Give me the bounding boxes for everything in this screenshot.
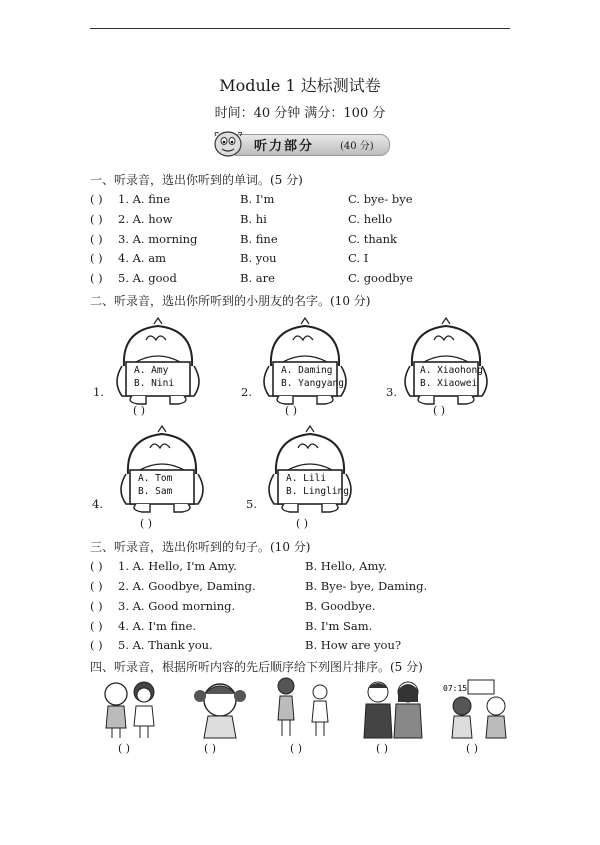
s1-q1-option-b: B. I'm — [240, 192, 275, 206]
kid2-answer-paren[interactable]: ( ) — [285, 404, 298, 417]
s1-q4-option-a: 4. A. am — [118, 251, 167, 265]
kid5-option-a: A. Lili — [286, 473, 327, 484]
s1-q2-option-c: C. hello — [348, 212, 393, 226]
s3-q2-option-b: B. Bye- bye, Daming. — [305, 579, 428, 593]
s3-q1-option-b: B. Hello, Amy. — [305, 559, 388, 573]
banner-score: (40 分) — [340, 141, 374, 152]
s3-q5-option-a: 5. A. Thank you. — [118, 638, 213, 652]
kid5-option-b: B. Lingling — [286, 486, 349, 497]
s1-q2-option-a: 2. A. how — [118, 212, 173, 226]
kid4-option-b: B. Sam — [138, 486, 173, 497]
s3-q4-option-a: 4. A. I'm fine. — [118, 619, 197, 633]
pic2-answer-paren[interactable]: ( ) — [204, 742, 217, 755]
kid4-number: 4. — [92, 497, 103, 511]
kid2-option-b: B. Yangyang — [281, 378, 344, 389]
s1-q5-option-b: B. are — [240, 271, 275, 285]
s1-q5-paren[interactable]: ( ) — [90, 271, 103, 285]
picture-3 — [278, 678, 328, 736]
s1-q5-option-c: C. goodbye — [348, 271, 413, 285]
s1-q1-option-a: 1. A. fine — [118, 192, 171, 206]
s3-q5-option-b: B. How are you? — [305, 638, 402, 652]
pic3-answer-paren[interactable]: ( ) — [290, 742, 303, 755]
picture-1 — [105, 682, 154, 738]
kid2-option-a: A. Daming — [281, 365, 333, 376]
s1-q3-option-a: 3. A. morning — [118, 232, 198, 246]
s1-q2-option-b: B. hi — [240, 212, 267, 226]
s1-q3-option-b: B. fine — [240, 232, 278, 246]
section2-heading: 二、听录音，选出你所听到的小朋友的名字。(10 分) — [90, 294, 371, 308]
picture-4 — [364, 682, 422, 738]
kid-card-5 — [269, 426, 351, 512]
pic4-answer-paren[interactable]: ( ) — [376, 742, 389, 755]
pic5-answer-paren[interactable]: ( ) — [466, 742, 479, 755]
kid-card-2 — [264, 318, 346, 404]
s3-q2-option-a: 2. A. Goodbye, Daming. — [118, 579, 256, 593]
s3-q3-option-b: B. Goodbye. — [305, 599, 376, 613]
kid5-answer-paren[interactable]: ( ) — [296, 517, 309, 530]
s3-q4-paren[interactable]: ( ) — [90, 619, 103, 633]
kid4-option-a: A. Tom — [138, 473, 173, 484]
s3-q3-paren[interactable]: ( ) — [90, 599, 103, 613]
pic1-answer-paren[interactable]: ( ) — [118, 742, 131, 755]
s3-q1-option-a: 1. A. Hello, I'm Amy. — [118, 559, 237, 573]
picture-2 — [194, 684, 246, 738]
s1-q3-paren[interactable]: ( ) — [90, 232, 103, 246]
s3-q2-paren[interactable]: ( ) — [90, 579, 103, 593]
s3-q1-paren[interactable]: ( ) — [90, 559, 103, 573]
s1-q3-option-c: C. thank — [348, 232, 397, 246]
kid2-number: 2. — [241, 385, 252, 399]
kid1-answer-paren[interactable]: ( ) — [133, 404, 146, 417]
kid4-answer-paren[interactable]: ( ) — [140, 517, 153, 530]
section4-heading: 四、听录音，根据所听内容的先后顺序给下列图片排序。(5 分) — [90, 660, 423, 674]
kid3-option-b: B. Xiaowei — [420, 378, 478, 389]
s1-q5-option-a: 5. A. good — [118, 271, 177, 285]
kid5-number: 5. — [246, 497, 257, 511]
s1-q2-paren[interactable]: ( ) — [90, 212, 103, 226]
kid1-option-a: A. Amy — [134, 365, 169, 376]
kid1-number: 1. — [93, 385, 104, 399]
s3-q3-option-a: 3. A. Good morning. — [118, 599, 236, 613]
s3-q5-paren[interactable]: ( ) — [90, 638, 103, 652]
kid-card-3 — [405, 318, 487, 404]
page-subtitle: 时间：40 分钟 满分：100 分 — [214, 106, 386, 121]
kid-card-4 — [121, 426, 203, 512]
kid3-number: 3. — [386, 385, 397, 399]
page-title: Module 1 达标测试卷 — [219, 76, 381, 95]
banner-label: 听力部分 — [254, 139, 315, 154]
s1-q1-option-c: C. bye- bye — [348, 192, 413, 206]
s1-q4-paren[interactable]: ( ) — [90, 251, 103, 265]
s3-q4-option-b: B. I'm Sam. — [305, 619, 373, 633]
clock-display: 07:15 — [443, 684, 468, 693]
s1-q4-option-b: B. you — [240, 251, 277, 265]
s1-q1-paren[interactable]: ( ) — [90, 192, 103, 206]
s1-q4-option-c: C. I — [348, 251, 369, 265]
kid-card-1 — [117, 318, 199, 404]
kid1-option-b: B. Nini — [134, 378, 175, 389]
kid3-option-a: A. Xiaohong — [420, 365, 483, 376]
kid3-answer-paren[interactable]: ( ) — [433, 404, 446, 417]
section3-heading: 三、听录音，选出你听到的句子。(10 分) — [90, 540, 311, 554]
section1-heading: 一、听录音，选出你听到的单词。(5 分) — [90, 173, 303, 187]
